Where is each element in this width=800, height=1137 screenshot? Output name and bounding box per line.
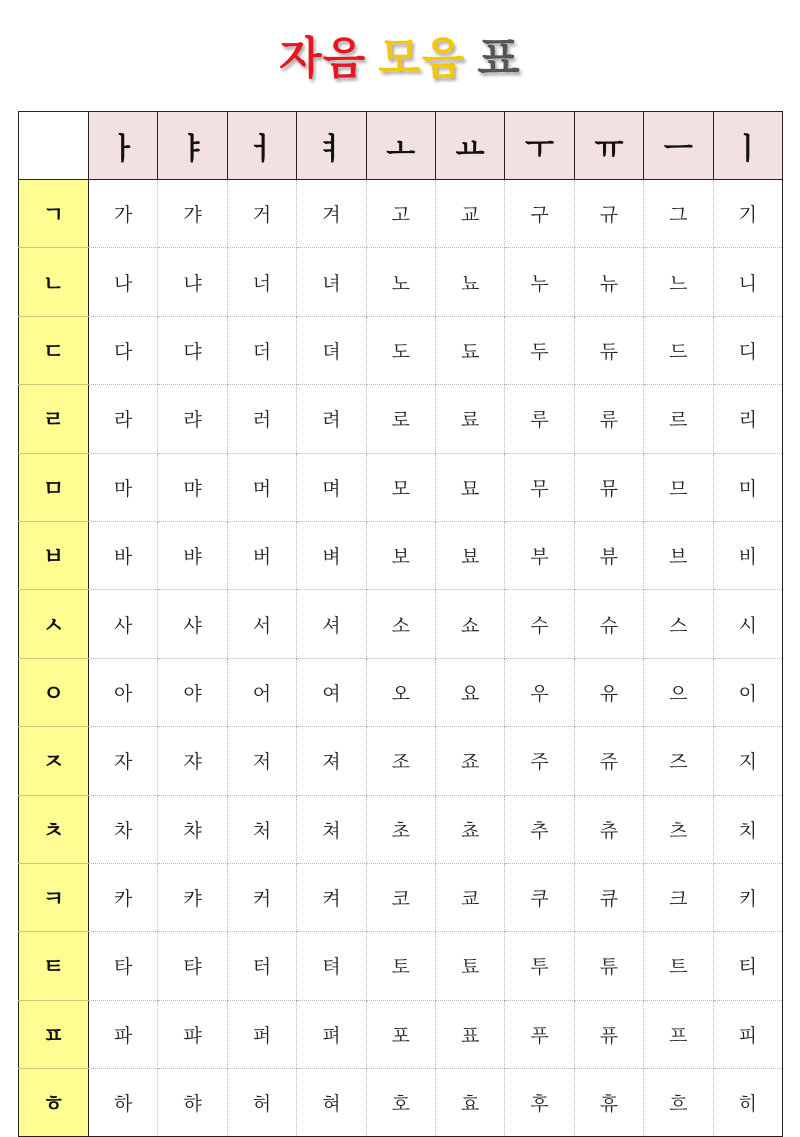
syllable-cell: 그: [644, 180, 713, 248]
consonant-header: ㄴ: [19, 248, 89, 316]
consonant-row: [19, 521, 783, 589]
syllable-cell: 뱌: [158, 521, 227, 589]
syllable-cell: 오: [366, 658, 435, 726]
syllable-cell: 노: [366, 248, 435, 316]
syllable-cell: 다: [89, 316, 158, 384]
consonant-header: ㄱ: [19, 180, 89, 248]
syllable-cell: 퍼: [227, 1000, 296, 1068]
syllable-cell: 아: [89, 658, 158, 726]
syllable-cell: 차: [89, 795, 158, 863]
vowel-header: ㅠ: [574, 112, 643, 180]
corner-cell: [19, 112, 89, 180]
consonant-row: [19, 453, 783, 521]
syllable-cell: 큐: [574, 863, 643, 931]
syllable-cell: 라: [89, 385, 158, 453]
syllable-cell: 탸: [158, 932, 227, 1000]
syllable-cell: 뇨: [435, 248, 504, 316]
syllable-cell: 이: [713, 658, 782, 726]
syllable-cell: 서: [227, 590, 296, 658]
syllable-cell: 커: [227, 863, 296, 931]
syllable-cell: 켜: [297, 863, 366, 931]
title-chart: 표: [477, 33, 521, 84]
syllable-cell: 튜: [574, 932, 643, 1000]
consonant-header: ㄹ: [19, 385, 89, 453]
syllable-cell: 뮤: [574, 453, 643, 521]
syllable-cell: 포: [366, 1000, 435, 1068]
syllable-cell: 바: [89, 521, 158, 589]
syllable-cell: 주: [505, 727, 574, 795]
syllable-cell: 텨: [297, 932, 366, 1000]
consonant-header: ㅇ: [19, 658, 89, 726]
syllable-cell: 며: [297, 453, 366, 521]
syllable-cell: 니: [713, 248, 782, 316]
syllable-cell: 챠: [158, 795, 227, 863]
consonant-row: [19, 316, 783, 384]
vowel-header: ㅓ: [227, 112, 296, 180]
syllable-cell: 휴: [574, 1069, 643, 1137]
consonant-row: [19, 590, 783, 658]
syllable-cell: 표: [435, 1000, 504, 1068]
syllable-cell: 냐: [158, 248, 227, 316]
vowel-header: ㅣ: [713, 112, 782, 180]
syllable-cell: 디: [713, 316, 782, 384]
consonant-header: ㄷ: [19, 316, 89, 384]
syllable-cell: 져: [297, 727, 366, 795]
syllable-cell: 벼: [297, 521, 366, 589]
syllable-cell: 먀: [158, 453, 227, 521]
syllable-cell: 듀: [574, 316, 643, 384]
consonant-row: [19, 180, 783, 248]
syllable-cell: 슈: [574, 590, 643, 658]
syllable-cell: 유: [574, 658, 643, 726]
syllable-cell: 툐: [435, 932, 504, 1000]
syllable-cell: 쥬: [574, 727, 643, 795]
syllable-cell: 터: [227, 932, 296, 1000]
syllable-cell: 미: [713, 453, 782, 521]
syllable-cell: 고: [366, 180, 435, 248]
syllable-cell: 햐: [158, 1069, 227, 1137]
consonant-header: ㅋ: [19, 863, 89, 931]
syllable-cell: 토: [366, 932, 435, 1000]
syllable-cell: 코: [366, 863, 435, 931]
syllable-cell: 도: [366, 316, 435, 384]
vowel-header-row: [19, 112, 783, 180]
consonant-header: ㅍ: [19, 1000, 89, 1068]
syllable-cell: 류: [574, 385, 643, 453]
syllable-cell: 교: [435, 180, 504, 248]
syllable-cell: 우: [505, 658, 574, 726]
syllable-cell: 녀: [297, 248, 366, 316]
syllable-cell: 묘: [435, 453, 504, 521]
syllable-cell: 히: [713, 1069, 782, 1137]
syllable-cell: 버: [227, 521, 296, 589]
syllable-cell: 규: [574, 180, 643, 248]
syllable-cell: 구: [505, 180, 574, 248]
syllable-cell: 거: [227, 180, 296, 248]
syllable-cell: 펴: [297, 1000, 366, 1068]
syllable-cell: 캬: [158, 863, 227, 931]
consonant-row: [19, 727, 783, 795]
vowel-header: ㅡ: [644, 112, 713, 180]
syllable-cell: 무: [505, 453, 574, 521]
syllable-cell: 수: [505, 590, 574, 658]
syllable-cell: 뎌: [297, 316, 366, 384]
vowel-header: ㅏ: [89, 112, 158, 180]
syllable-cell: 어: [227, 658, 296, 726]
vowel-header: ㅕ: [297, 112, 366, 180]
syllable-cell: 시: [713, 590, 782, 658]
syllable-cell: 기: [713, 180, 782, 248]
syllable-cell: 느: [644, 248, 713, 316]
syllable-cell: 요: [435, 658, 504, 726]
consonant-header: ㅈ: [19, 727, 89, 795]
syllable-cell: 드: [644, 316, 713, 384]
consonant-header: ㅁ: [19, 453, 89, 521]
syllable-cell: 샤: [158, 590, 227, 658]
consonant-row: [19, 1069, 783, 1137]
syllable-cell: 쿄: [435, 863, 504, 931]
syllable-cell: 쿠: [505, 863, 574, 931]
syllable-cell: 즈: [644, 727, 713, 795]
syllable-cell: 파: [89, 1000, 158, 1068]
syllable-cell: 랴: [158, 385, 227, 453]
syllable-cell: 르: [644, 385, 713, 453]
syllable-cell: 으: [644, 658, 713, 726]
syllable-cell: 댜: [158, 316, 227, 384]
title-consonant: 자음: [279, 33, 367, 84]
title-vowel: 모음: [378, 33, 466, 84]
syllable-cell: 쟈: [158, 727, 227, 795]
syllable-cell: 허: [227, 1069, 296, 1137]
syllable-cell: 루: [505, 385, 574, 453]
syllable-cell: 티: [713, 932, 782, 1000]
syllable-cell: 려: [297, 385, 366, 453]
syllable-cell: 퓨: [574, 1000, 643, 1068]
syllable-cell: 효: [435, 1069, 504, 1137]
consonant-row: [19, 658, 783, 726]
syllable-cell: 료: [435, 385, 504, 453]
syllable-cell: 머: [227, 453, 296, 521]
syllable-cell: 프: [644, 1000, 713, 1068]
syllable-cell: 지: [713, 727, 782, 795]
consonant-row: [19, 1000, 783, 1068]
syllable-cell: 비: [713, 521, 782, 589]
syllable-cell: 모: [366, 453, 435, 521]
syllable-cell: 퍄: [158, 1000, 227, 1068]
syllable-cell: 쳐: [297, 795, 366, 863]
syllable-cell: 리: [713, 385, 782, 453]
syllable-cell: 혀: [297, 1069, 366, 1137]
syllable-cell: 쇼: [435, 590, 504, 658]
syllable-cell: 겨: [297, 180, 366, 248]
syllable-cell: 피: [713, 1000, 782, 1068]
syllable-cell: 저: [227, 727, 296, 795]
syllable-cell: 셔: [297, 590, 366, 658]
syllable-cell: 사: [89, 590, 158, 658]
syllable-cell: 뷰: [574, 521, 643, 589]
syllable-cell: 처: [227, 795, 296, 863]
syllable-cell: 보: [366, 521, 435, 589]
consonant-header: ㅎ: [19, 1069, 89, 1137]
syllable-cell: 츠: [644, 795, 713, 863]
syllable-cell: 스: [644, 590, 713, 658]
syllable-cell: 치: [713, 795, 782, 863]
syllable-cell: 투: [505, 932, 574, 1000]
syllable-cell: 갸: [158, 180, 227, 248]
syllable-cell: 부: [505, 521, 574, 589]
hangul-chart: [18, 111, 783, 1137]
syllable-cell: 소: [366, 590, 435, 658]
syllable-cell: 죠: [435, 727, 504, 795]
consonant-header: ㅅ: [19, 590, 89, 658]
syllable-cell: 러: [227, 385, 296, 453]
syllable-cell: 호: [366, 1069, 435, 1137]
syllable-cell: 추: [505, 795, 574, 863]
consonant-header: ㅂ: [19, 521, 89, 589]
syllable-cell: 더: [227, 316, 296, 384]
syllable-cell: 됴: [435, 316, 504, 384]
syllable-cell: 흐: [644, 1069, 713, 1137]
syllable-cell: 마: [89, 453, 158, 521]
syllable-cell: 브: [644, 521, 713, 589]
syllable-cell: 크: [644, 863, 713, 931]
syllable-cell: 타: [89, 932, 158, 1000]
consonant-header: ㅌ: [19, 932, 89, 1000]
vowel-header: ㅑ: [158, 112, 227, 180]
syllable-cell: 뉴: [574, 248, 643, 316]
syllable-cell: 므: [644, 453, 713, 521]
consonant-header: ㅊ: [19, 795, 89, 863]
consonant-row: [19, 863, 783, 931]
syllable-cell: 카: [89, 863, 158, 931]
consonant-row: [19, 795, 783, 863]
syllable-cell: 자: [89, 727, 158, 795]
syllable-cell: 두: [505, 316, 574, 384]
syllable-cell: 나: [89, 248, 158, 316]
syllable-cell: 조: [366, 727, 435, 795]
syllable-cell: 너: [227, 248, 296, 316]
syllable-cell: 하: [89, 1069, 158, 1137]
consonant-row: [19, 248, 783, 316]
consonant-row: [19, 385, 783, 453]
vowel-header: ㅛ: [435, 112, 504, 180]
syllable-cell: 누: [505, 248, 574, 316]
consonant-row: [19, 932, 783, 1000]
syllable-cell: 츄: [574, 795, 643, 863]
syllable-cell: 로: [366, 385, 435, 453]
syllable-cell: 키: [713, 863, 782, 931]
vowel-header: ㅜ: [505, 112, 574, 180]
syllable-cell: 후: [505, 1069, 574, 1137]
vowel-header: ㅗ: [366, 112, 435, 180]
syllable-cell: 푸: [505, 1000, 574, 1068]
syllable-cell: 초: [366, 795, 435, 863]
syllable-cell: 여: [297, 658, 366, 726]
syllable-cell: 뵤: [435, 521, 504, 589]
syllable-cell: 가: [89, 180, 158, 248]
page-title: [0, 30, 800, 88]
syllable-cell: 쵸: [435, 795, 504, 863]
syllable-cell: 야: [158, 658, 227, 726]
syllable-cell: 트: [644, 932, 713, 1000]
